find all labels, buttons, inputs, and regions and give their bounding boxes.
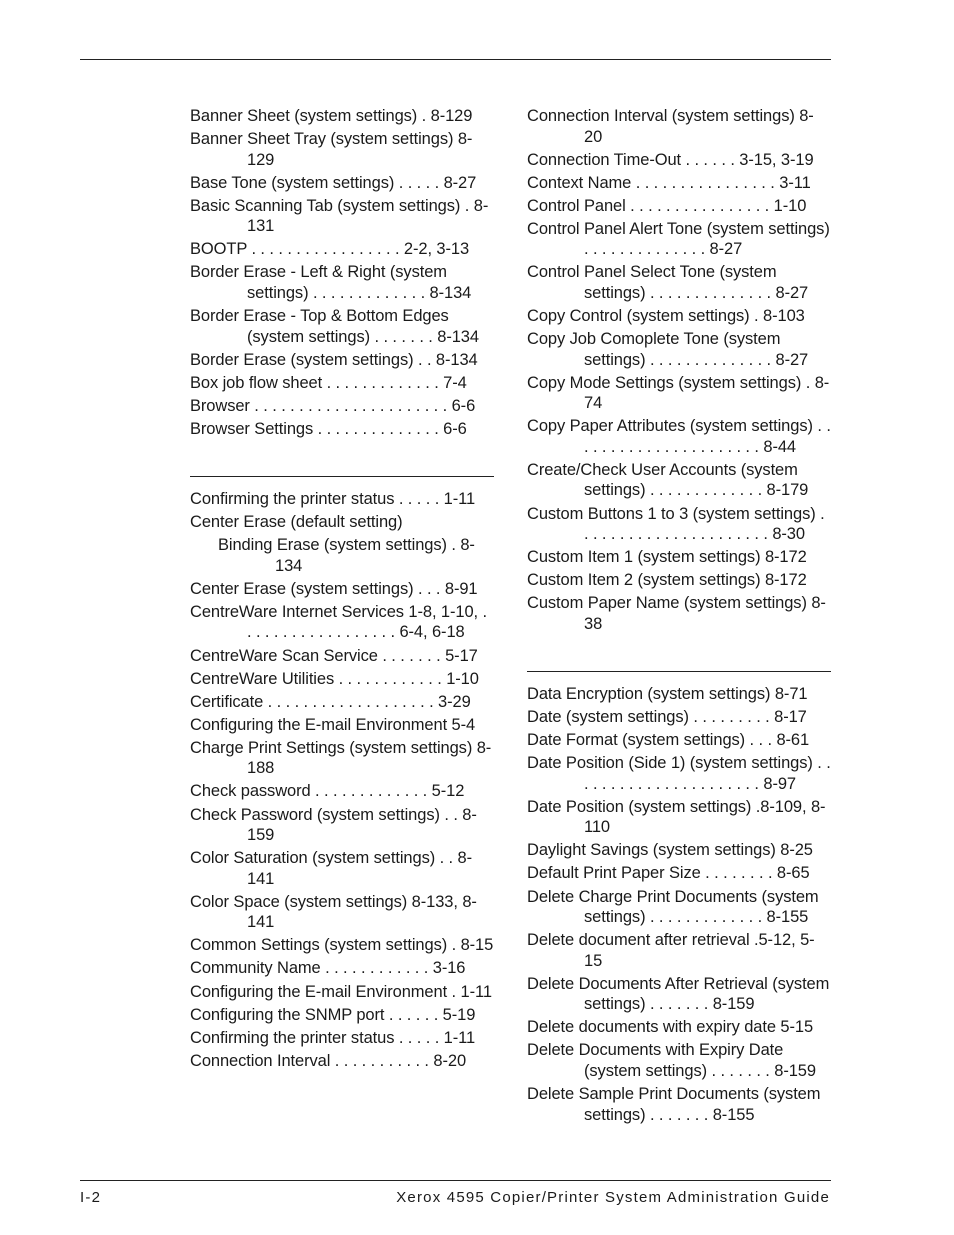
- index-entry: Control Panel Select Tone (system settings) . . . . . . . . . . . . . . 8-27: [527, 263, 809, 302]
- index-entry: Copy Job Comoplete Tone (system settings) . . . . . . . . . . . . . . 8-27: [527, 330, 809, 369]
- index-entry: Configuring the E-mail Environment . 1-11: [190, 982, 492, 1001]
- index-entry: Check password . . . . . . . . . . . . . 5-12: [190, 782, 465, 801]
- index-entry: Control Panel Alert Tone (system settings) . . . . . . . . . . . . . . 8-27: [527, 219, 830, 259]
- index-entry: Copy Mode Settings (system settings) . 8-74: [527, 373, 830, 413]
- index-entry: Community Name . . . . . . . . . . . . 3-16: [190, 959, 466, 978]
- index-entry: Banner Sheet (system settings) . 8-129: [190, 107, 473, 125]
- index-entry: Daylight Savings (system settings) 8-25: [527, 841, 813, 860]
- section-gap: [190, 442, 494, 476]
- index-entry: Color Space (system settings) 8-133, 8-141: [190, 892, 477, 932]
- index-entry: Control Panel . . . . . . . . . . . . . . . . 1-10: [527, 196, 807, 215]
- index-entry: Banner Sheet Tray (system settings) 8-129: [190, 130, 473, 169]
- footer-rule: [80, 1180, 831, 1181]
- index-entry: Custom Item 1 (system settings) 8-172: [527, 548, 807, 567]
- index-entry: Date (system settings) . . . . . . . . . 8-17: [527, 708, 807, 726]
- index-entry: Delete Sample Print Documents (system settings) . . . . . . . 8-155: [527, 1085, 821, 1124]
- index-entry: Border Erase - Left & Right (system settings) . . . . . . . . . . . . . 8-134: [190, 263, 472, 302]
- index-entry: CentreWare Internet Services 1-8, 1-10, . . . . . . . . . . . . . . . . . . 6-4, 6-18: [190, 602, 488, 642]
- index-entry: Connection Interval . . . . . . . . . . . 8-20: [190, 1051, 467, 1070]
- index-entry: Check Password (system settings) . . 8-159: [190, 805, 477, 845]
- section-divider: [190, 476, 494, 477]
- index-entry: Date Position (system settings) .8-109, 8-110: [527, 797, 826, 837]
- index-entry: Delete documents with expiry date 5-15: [527, 1018, 814, 1037]
- index-entry: Box job flow sheet . . . . . . . . . . . . . 7-4: [190, 373, 467, 392]
- index-entry: Certificate . . . . . . . . . . . . . . . . . . . 3-29: [190, 692, 471, 711]
- index-entry: Configuring the SNMP port . . . . . . 5-19: [190, 1005, 476, 1024]
- index-entry: Binding Erase (system settings) . 8-134: [218, 536, 475, 575]
- index-entry: Border Erase (system settings) . . 8-134: [190, 350, 478, 369]
- index-entry: Center Erase (default setting): [190, 513, 403, 532]
- index-entry: CentreWare Utilities . . . . . . . . . . . . 1-10: [190, 669, 479, 688]
- index-entry: Copy Control (system settings) . 8-103: [527, 307, 805, 326]
- index-entry: BOOTP . . . . . . . . . . . . . . . . . 2-2, 3-13: [190, 240, 470, 259]
- index-entry: Connection Time-Out . . . . . . 3-15, 3-19: [527, 150, 814, 169]
- index-entry: Delete Documents After Retrieval (system settings) . . . . . . . 8-159: [527, 974, 830, 1014]
- index-entry: Data Encryption (system settings) 8-71: [527, 684, 808, 703]
- index-entry: Base Tone (system settings) . . . . . 8-27: [190, 173, 477, 192]
- index-entry: Basic Scanning Tab (system settings) . 8-131: [190, 196, 489, 236]
- index-entry: Browser Settings . . . . . . . . . . . . . . 6-6: [190, 419, 467, 438]
- index-entry: Custom Paper Name (system settings) 8-38: [527, 594, 826, 633]
- index-entry: Custom Buttons 1 to 3 (system settings) . . . . . . . . . . . . . . . . . . . . . . 8-30: [527, 504, 825, 544]
- index-entry: Color Saturation (system settings) . . 8-141: [190, 849, 472, 888]
- index-entry: Center Erase (system settings) . . . 8-91: [190, 579, 478, 598]
- index-entry: CentreWare Scan Service . . . . . . . 5-17: [190, 646, 478, 665]
- index-entry: Custom Item 2 (system settings) 8-172: [527, 571, 807, 590]
- index-entry: Date Format (system settings) . . . 8-61: [527, 731, 810, 750]
- index-entry: Confirming the printer status . . . . . 1-11: [190, 490, 476, 509]
- index-entry: Create/Check User Accounts (system settings) . . . . . . . . . . . . . 8-179: [527, 460, 809, 500]
- page-number: I-2: [80, 1189, 102, 1206]
- index-entry: Copy Paper Attributes (system settings) . . . . . . . . . . . . . . . . . . . . . . 8-44: [527, 417, 831, 456]
- index-entry: Common Settings (system settings) . 8-15: [190, 936, 494, 955]
- index-entry: Configuring the E-mail Environment 5-4: [190, 715, 476, 734]
- index-entry: Delete Documents with Expiry Date (system settings) . . . . . . . 8-159: [527, 1041, 816, 1080]
- index-column-left: [190, 106, 494, 1074]
- index-entry: Confirming the printer status . . . . . 1-11: [190, 1028, 476, 1047]
- index-entry: Charge Print Settings (system settings) 8-188: [190, 738, 492, 778]
- index-entry: Date Position (Side 1) (system settings) . . . . . . . . . . . . . . . . . . . . . . 8-97: [527, 754, 831, 793]
- index-entry: Context Name . . . . . . . . . . . . . . . . 3-11: [527, 173, 811, 192]
- section-divider: [527, 671, 831, 672]
- section-gap: [527, 637, 831, 671]
- guide-title: Xerox 4595 Copier/Printer System Administration Guide: [396, 1189, 830, 1206]
- index-entry: Default Print Paper Size . . . . . . . . 8-65: [527, 864, 810, 883]
- index-entry: Connection Interval (system settings) 8-20: [527, 107, 814, 146]
- index-entry: Delete Charge Print Documents (system settings) . . . . . . . . . . . . . 8-155: [527, 887, 819, 927]
- index-entry: Border Erase - Top & Bottom Edges (system settings) . . . . . . . 8-134: [190, 307, 479, 346]
- index-entry: Delete document after retrieval .5-12, 5-15: [527, 931, 815, 970]
- index-entry: Browser . . . . . . . . . . . . . . . . . . . . . . 6-6: [190, 396, 476, 415]
- header-rule: [80, 59, 831, 60]
- index-column-right: [527, 106, 831, 1128]
